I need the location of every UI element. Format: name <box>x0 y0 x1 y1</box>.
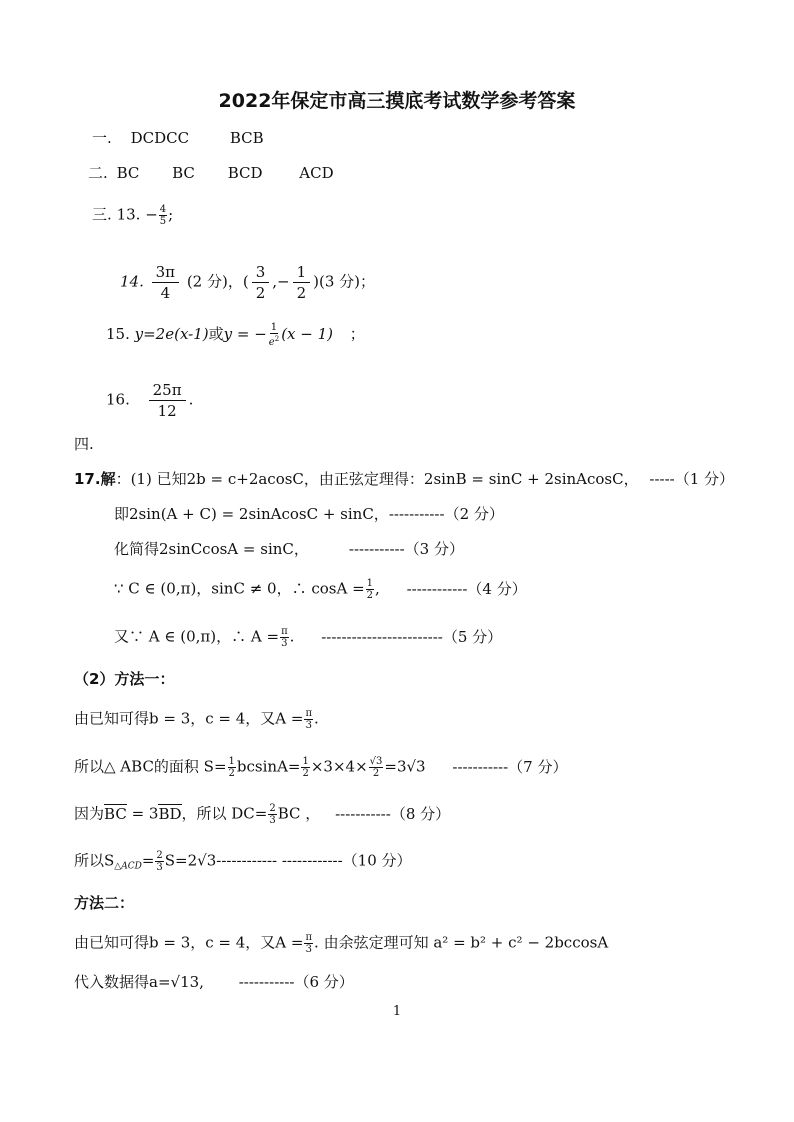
fraction <box>228 756 236 779</box>
question-number: 13. <box>116 205 141 224</box>
section-label: 一. <box>92 129 112 147</box>
solution-text: 由已知可得b = 3，c = 4，又A = <box>74 933 304 952</box>
minus-sign: − <box>145 205 158 224</box>
fraction <box>252 262 270 303</box>
solution-text: 所以△ ABC的面积 S= <box>74 757 227 776</box>
denominator: 3 <box>281 638 288 649</box>
question-number: 15. <box>106 325 130 343</box>
denominator <box>268 334 280 348</box>
score-mark: -----------（6 分） <box>238 973 354 991</box>
numerator: 1 <box>293 262 311 283</box>
solution-text: 所以S <box>74 851 115 870</box>
score-mark: -----------（8 分） <box>335 804 451 823</box>
numerator: 1 <box>228 756 235 767</box>
method-1-heading: （2）方法一： <box>74 670 175 688</box>
solution-text: 即2sin(A + C) = 2sinAcosC + sinC， <box>114 505 389 523</box>
fraction <box>293 262 311 303</box>
m1-line-4 <box>74 850 412 877</box>
fraction <box>369 756 384 779</box>
answer-group: BC <box>116 164 140 182</box>
solution-text: = <box>141 851 155 870</box>
fraction <box>301 756 309 779</box>
solution-text: BC ， <box>277 804 321 823</box>
denominator: 2 <box>296 284 307 302</box>
solution-text: ：(1) 已知2b = c+2acosC，由正弦定理得：2sinB = sinC + 2sinAcosC， <box>115 470 639 488</box>
m2-line-2 <box>74 972 354 992</box>
denominator: 3 <box>305 944 312 955</box>
answer-group: BCD <box>227 164 263 182</box>
section-label: 二. <box>88 164 108 182</box>
solution-text: ∵ C ∈ (0,π)，sinC ≠ 0，∴ cosA = <box>114 579 365 598</box>
fraction <box>149 380 186 421</box>
fraction <box>366 578 374 601</box>
answer-text: (2 分)，( <box>186 272 249 291</box>
fraction <box>280 626 289 649</box>
score-mark: ------------（4 分） <box>406 579 527 598</box>
section-2-answers <box>88 163 334 183</box>
conjunction: 或 <box>208 325 224 343</box>
punctuation: . <box>314 709 319 728</box>
question-number: 16. <box>106 390 130 409</box>
punctuation: . <box>188 390 194 409</box>
solution-text: 代入数据得a=√13, <box>74 973 204 991</box>
section-4-label: 四. <box>74 435 94 453</box>
page-title: 2022年保定市高三摸底考试数学参考答案 <box>218 90 576 112</box>
denominator: 2 <box>302 768 309 779</box>
denominator: 3 <box>156 862 163 873</box>
equation: y = − <box>223 325 267 343</box>
numerator: π <box>281 626 288 637</box>
fraction <box>155 850 163 873</box>
score-mark: -----------（3 分） <box>348 540 464 558</box>
exponent: 2 <box>274 335 280 343</box>
numerator: 1 <box>366 578 374 589</box>
q17-line-1 <box>74 469 734 489</box>
denominator-base: e <box>268 337 275 348</box>
score-mark: -----------（2 分） <box>388 505 504 523</box>
q15-answer <box>106 322 365 348</box>
solution-text: . 由余弦定理可知 a² = b² + c² − 2bccosA <box>314 933 609 952</box>
numerator: 25π <box>149 380 186 401</box>
solution-text: =3 <box>384 757 407 776</box>
q14-answer <box>120 262 375 303</box>
numerator: 2 <box>269 803 276 814</box>
fraction <box>304 708 313 731</box>
fraction <box>268 322 280 348</box>
fraction <box>304 932 313 955</box>
denominator: 3 <box>305 720 312 731</box>
solution-text: 化简得2sinCcosA = sinC， <box>114 540 309 558</box>
numerator: π <box>305 932 313 943</box>
solution-text: ，所以 DC= <box>181 804 268 823</box>
denominator: 5 <box>159 216 167 227</box>
numerator: 2 <box>156 850 163 861</box>
punctuation: ; <box>168 205 174 224</box>
answer-group: ACD <box>299 164 334 182</box>
vector-bc: BC <box>104 804 127 823</box>
punctuation: , <box>272 272 278 291</box>
q16-answer <box>106 380 193 421</box>
score-mark: -----------（7 分） <box>452 757 568 776</box>
answer-text: )(3 分)； <box>313 272 376 291</box>
subscript: △ACD <box>114 861 142 872</box>
solution-text: 因为 <box>74 804 105 823</box>
numerator: 1 <box>270 322 278 333</box>
score-mark: ------------ ------------（10 分） <box>216 851 412 870</box>
denominator: 2 <box>366 590 374 601</box>
q13-answer <box>92 204 173 227</box>
denominator: 4 <box>160 284 171 302</box>
numerator: π <box>305 708 313 719</box>
answer-group: BC <box>172 164 195 182</box>
m1-line-1 <box>74 708 319 731</box>
m2-line-1 <box>74 932 608 955</box>
solution-text: 由已知可得b = 3，c = 4，又A = <box>74 709 304 728</box>
punctuation: . <box>289 627 295 646</box>
q17-line-5 <box>114 626 502 649</box>
denominator: 2 <box>255 284 266 302</box>
q17-line-2 <box>114 504 504 524</box>
score-mark: -----（1 分） <box>649 470 735 488</box>
numerator: 3π <box>152 262 179 283</box>
punctuation: ； <box>349 325 365 343</box>
m1-line-3 <box>74 803 450 826</box>
equation: y=2e(x-1) <box>134 325 209 343</box>
q17-line-4 <box>114 578 527 601</box>
denominator: 12 <box>157 402 177 420</box>
method-2-heading: 方法二： <box>74 894 135 912</box>
solution-text: S=2√3 <box>164 851 217 870</box>
solution-text: ×3×4× <box>310 757 368 776</box>
m1-line-2 <box>74 756 567 779</box>
section-label: 三. <box>92 205 112 224</box>
numerator: √3 <box>369 756 383 767</box>
solution-text: = 3 <box>126 804 159 823</box>
page-number: 1 <box>392 1004 402 1019</box>
equation: (x − 1) <box>281 325 333 343</box>
section-1-answers <box>92 128 264 148</box>
answer-group: DCDCC <box>130 129 190 147</box>
numerator: 3 <box>252 262 270 283</box>
fraction <box>268 803 276 826</box>
sqrt-expression: √3 <box>406 757 426 776</box>
answer-group: BCB <box>229 129 264 147</box>
score-mark: ------------------------（5 分） <box>321 627 503 646</box>
fraction <box>159 204 167 227</box>
solution-text: 又∵ A ∈ (0,π)，∴ A = <box>114 627 280 646</box>
denominator: 3 <box>269 815 276 826</box>
punctuation: , <box>375 579 380 598</box>
minus-sign: − <box>277 272 290 291</box>
fraction <box>152 262 179 303</box>
numerator: 1 <box>302 756 309 767</box>
solution-text: bcsinA= <box>236 757 301 776</box>
denominator: 2 <box>228 768 235 779</box>
question-number: 14. <box>120 272 144 291</box>
question-heading: 17.解 <box>74 470 116 488</box>
denominator: 2 <box>372 768 380 779</box>
vector-bd: BD <box>158 804 182 823</box>
q17-line-3 <box>114 539 464 559</box>
numerator: 4 <box>159 204 167 215</box>
